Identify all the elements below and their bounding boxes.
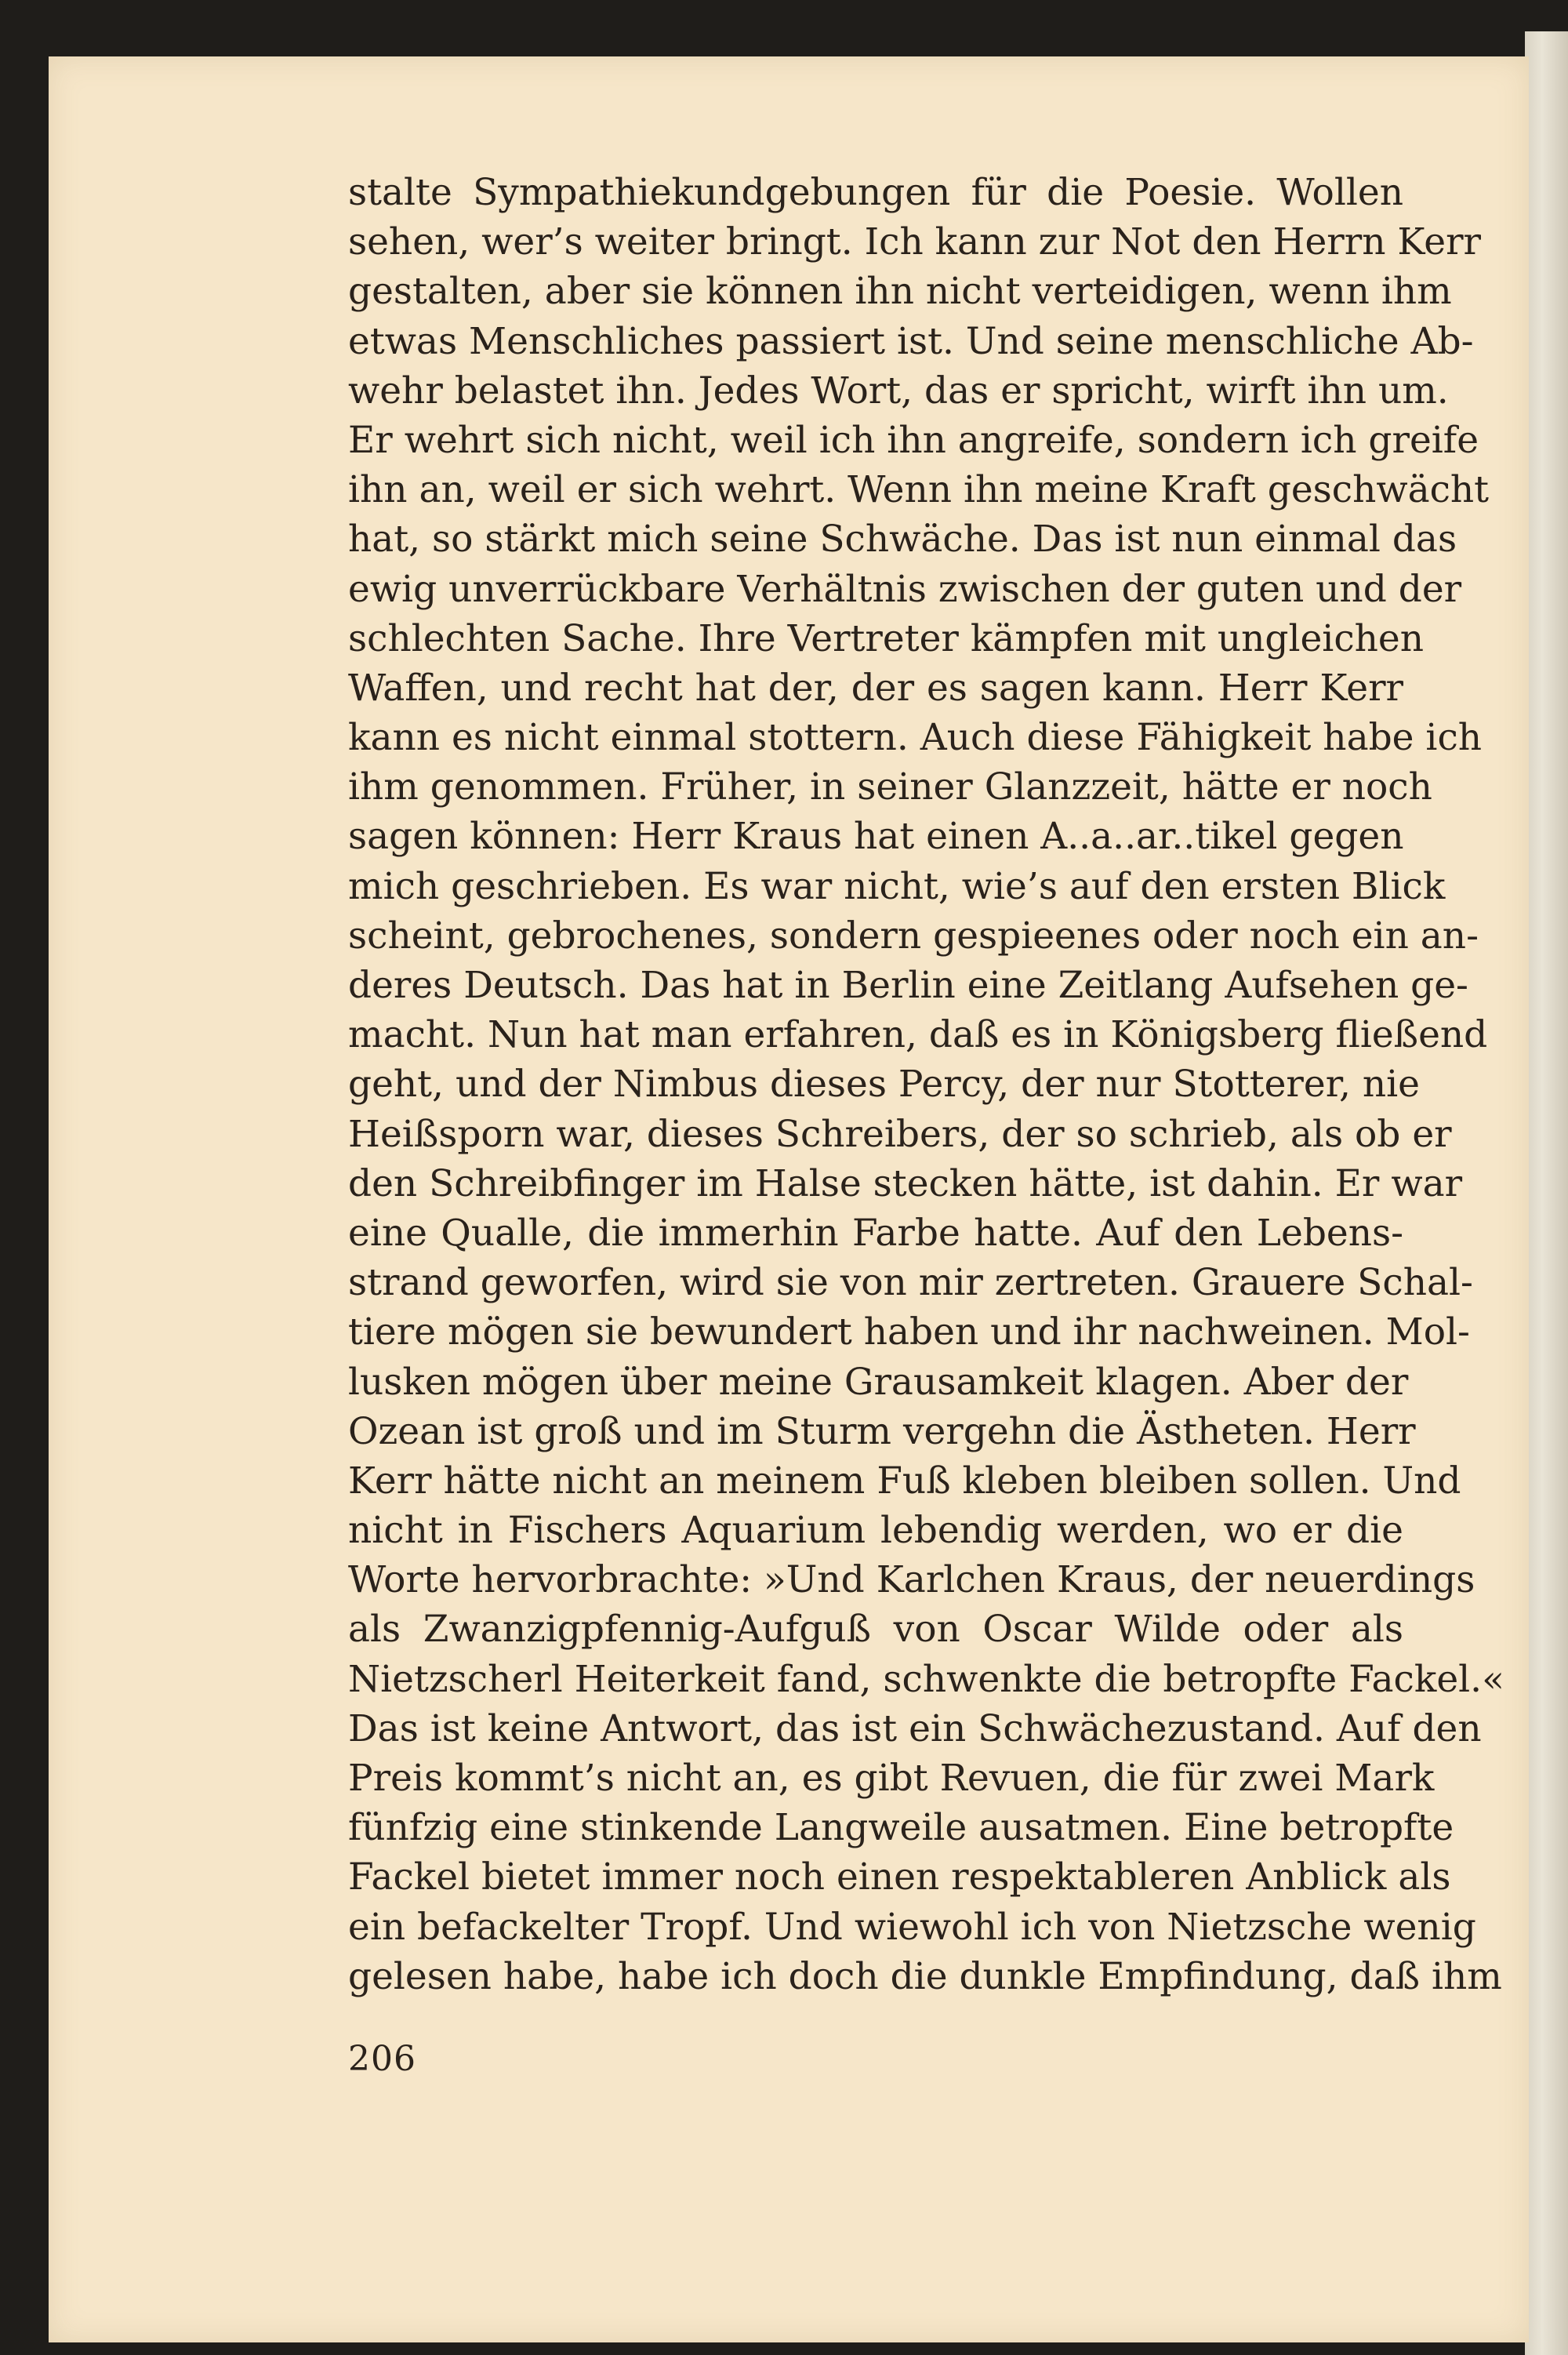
text-line: Das ist keine Antwort, das ist ein Schwächezustand. Auf den: [348, 1706, 1482, 1750]
text-line: Preis kommt’s nicht an, es gibt Revuen, die für zwei Mark: [348, 1757, 1435, 1800]
text-line: schlechten Sache. Ihre Vertreter kämpfen mit ungleichen: [348, 616, 1424, 660]
text-line: den Schreibfinger im Halse stecken hätte, ist dahin. Er war: [348, 1161, 1463, 1205]
text-line: Fackel bietet immer noch einen respektableren Anblick als: [348, 1855, 1451, 1899]
text-line: Er wehrt sich nicht, weil ich ihn angreife, sondern ich greife: [348, 418, 1479, 462]
text-line: nicht in Fischers Aquarium lebendig werden, wo er die: [348, 1509, 1403, 1553]
text-line: ihm genommen. Früher, in seiner Glanzzeit, hätte er noch: [348, 765, 1432, 809]
body-text: [348, 168, 1504, 2001]
text-line: Worte hervorbrachte: »Und Karlchen Kraus, der neuerdings: [348, 1558, 1475, 1602]
text-line: ein befackelter Tropf. Und wiewohl ich von Nietzsche wenig: [348, 1905, 1476, 1949]
page-number: 206: [348, 2039, 416, 2079]
text-line: gelesen habe, habe ich doch die dunkle Empfindung, daß ihm: [348, 1954, 1502, 1998]
text-line: hat, so stärkt mich seine Schwäche. Das ist nun einmal das: [348, 518, 1457, 561]
text-line: scheint, gebrochenes, sondern gespieenes oder noch ein an-: [348, 914, 1479, 958]
text-line: wehr belastet ihn. Jedes Wort, das er spricht, wirft ihn um.: [348, 369, 1449, 412]
text-line: Nietzscherl Heiterkeit fand, schwenkte die betropfte Fackel.«: [348, 1657, 1504, 1701]
text-line: ihn an, weil er sich wehrt. Wenn ihn meine Kraft geschwächt: [348, 468, 1490, 512]
next-page-edge: [1525, 31, 1568, 2355]
text-line: eine Qualle, die immerhin Farbe hatte. Auf den Lebens-: [348, 1211, 1403, 1255]
text-line: deres Deutsch. Das hat in Berlin eine Zeitlang Aufsehen ge-: [348, 964, 1468, 1007]
text-line: tiere mögen sie bewundert haben und ihr nachweinen. Mol-: [348, 1310, 1470, 1354]
text-line: etwas Menschliches passiert ist. Und seine menschliche Ab-: [348, 319, 1474, 363]
text-line: Kerr hätte nicht an meinem Fuß kleben bleiben sollen. Und: [348, 1459, 1461, 1503]
text-line: lusken mögen über meine Grausamkeit klagen. Aber der: [348, 1360, 1409, 1404]
text-line: sagen können: Herr Kraus hat einen A..a..ar..tikel gegen: [348, 815, 1404, 859]
text-line: Waffen, und recht hat der, der es sagen kann. Herr Kerr: [348, 666, 1403, 710]
text-line: macht. Nun hat man erfahren, daß es in Königsberg fließend: [348, 1013, 1488, 1057]
text-line: stalte Sympathiekundgebungen für die Poesie. Wollen: [348, 171, 1403, 214]
text-line: geht, und der Nimbus dieses Percy, der nur Stotterer, nie: [348, 1063, 1420, 1107]
text-line: Ozean ist groß und im Sturm vergehn die Ästheten. Herr: [348, 1409, 1416, 1453]
text-line: gestalten, aber sie können ihn nicht verteidigen, wenn ihm: [348, 270, 1452, 314]
text-line: sehen, wer’s weiter bringt. Ich kann zur Not den Herrn Kerr: [348, 220, 1481, 264]
text-line: ewig unverrückbare Verhältnis zwischen der guten und der: [348, 567, 1462, 611]
text-line: kann es nicht einmal stottern. Auch diese Fähigkeit habe ich: [348, 716, 1483, 760]
text-line: strand geworfen, wird sie von mir zertreten. Grauere Schal-: [348, 1261, 1473, 1305]
text-line: mich geschrieben. Es war nicht, wie’s auf den ersten Blick: [348, 864, 1446, 908]
text-line: fünfzig eine stinkende Langweile ausatmen. Eine betropfte: [348, 1806, 1454, 1850]
text-line: Heißsporn war, dieses Schreibers, der so schrieb, als ob er: [348, 1112, 1452, 1156]
text-line: als Zwanzigpfennig-Aufguß von Oscar Wilde oder als: [348, 1608, 1403, 1652]
